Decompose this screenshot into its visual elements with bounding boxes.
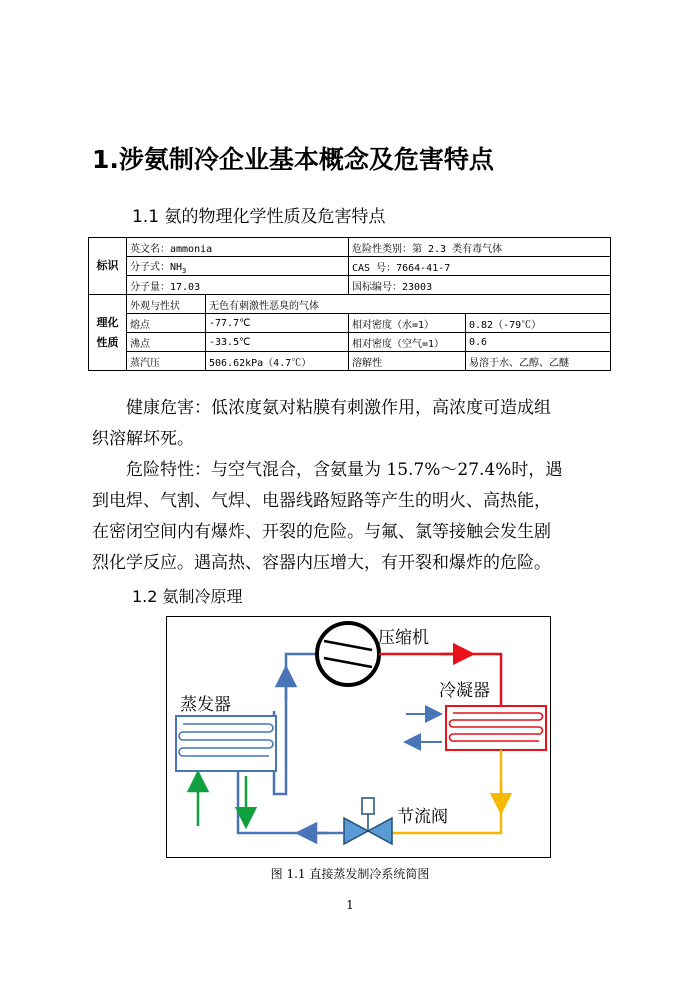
subsection-heading-1-2: 1.2 氨制冷原理 [132, 587, 243, 606]
boiling-point-value: -33.5℃ [206, 333, 349, 352]
vapor-pressure-value: 506.62kPa（4.7℃） [206, 352, 349, 371]
table-row [89, 257, 611, 276]
formula-subscript: 3 [182, 266, 187, 275]
solubility-label: 溶解性 [349, 352, 466, 371]
boiling-point-label: 沸点 [127, 333, 206, 352]
table-row [89, 276, 611, 295]
paragraph-line: 危险特性：与空气混合，含氨量为 15.7%～27.4%时，遇 [126, 460, 563, 480]
paragraph-line: 在密闭空间内有爆炸、开裂的危险。与氟、氯等接触会发生剧 [92, 522, 551, 542]
paragraph-line: 织溶解坏死。 [92, 429, 194, 449]
compressor-icon [317, 623, 379, 685]
table-row [89, 295, 611, 314]
english-name-cell: 英文名：ammonia [127, 238, 349, 257]
paragraph-line: 到电焊、气割、气焊、电器线路短路等产生的明火、高热能， [92, 491, 551, 511]
valve-label: 节流阀 [397, 807, 448, 827]
page-number: 1 [346, 898, 354, 912]
un-number-cell: 国标编号：23003 [349, 276, 611, 295]
appearance-label: 外观与性状 [127, 295, 206, 314]
melting-point-value: -77.7℃ [206, 314, 349, 333]
group-identify-label: 标识 [89, 238, 127, 295]
table-row [89, 314, 611, 333]
paragraph-line: 健康危害：低浓度氨对粘膜有刺激作用，高浓度可造成组 [126, 398, 551, 418]
formula-label: 分子式：NH [130, 261, 183, 273]
section-heading: 1.涉氨制冷企业基本概念及危害特点 [92, 145, 494, 174]
molecular-weight-cell: 分子量：17.03 [127, 276, 349, 295]
refrigeration-cycle-diagram [166, 616, 551, 858]
formula-cell [127, 257, 349, 276]
danger-characteristics-paragraph [92, 455, 607, 579]
table-row [89, 333, 611, 352]
table-row [89, 238, 611, 257]
condenser-label: 冷凝器 [439, 681, 490, 701]
density-air-label: 相对密度（空气=1） [349, 333, 466, 352]
paragraph-line: 烈化学反应。遇高热、容器内压增大，有开裂和爆炸的危险。 [92, 553, 551, 573]
evaporator-label: 蒸发器 [180, 695, 231, 715]
density-water-label: 相对密度（水=1） [349, 314, 466, 333]
group-props-label: 理化性质 [89, 295, 127, 371]
ammonia-properties-table [88, 237, 611, 371]
cas-cell: CAS 号：7664-41-7 [349, 257, 611, 276]
subsection-heading-1-1: 1.1 氨的物理化学性质及危害特点 [132, 207, 386, 227]
density-water-value: 0.82（-79℃） [466, 314, 611, 333]
density-air-value: 0.6 [466, 333, 611, 352]
melting-point-label: 熔点 [127, 314, 206, 333]
vapor-pressure-label: 蒸汽压 [127, 352, 206, 371]
appearance-value: 无色有刺激性恶臭的气体 [206, 295, 611, 314]
compressor-label: 压缩机 [378, 628, 429, 648]
figure-caption: 图 1.1 直接蒸发制冷系统简图 [270, 867, 430, 881]
solubility-value: 易溶于水、乙醇、乙醚 [466, 352, 611, 371]
hazard-class-cell: 危险性类别：第 2.3 类有毒气体 [349, 238, 611, 257]
health-hazard-paragraph [92, 393, 607, 455]
table-row [89, 352, 611, 371]
